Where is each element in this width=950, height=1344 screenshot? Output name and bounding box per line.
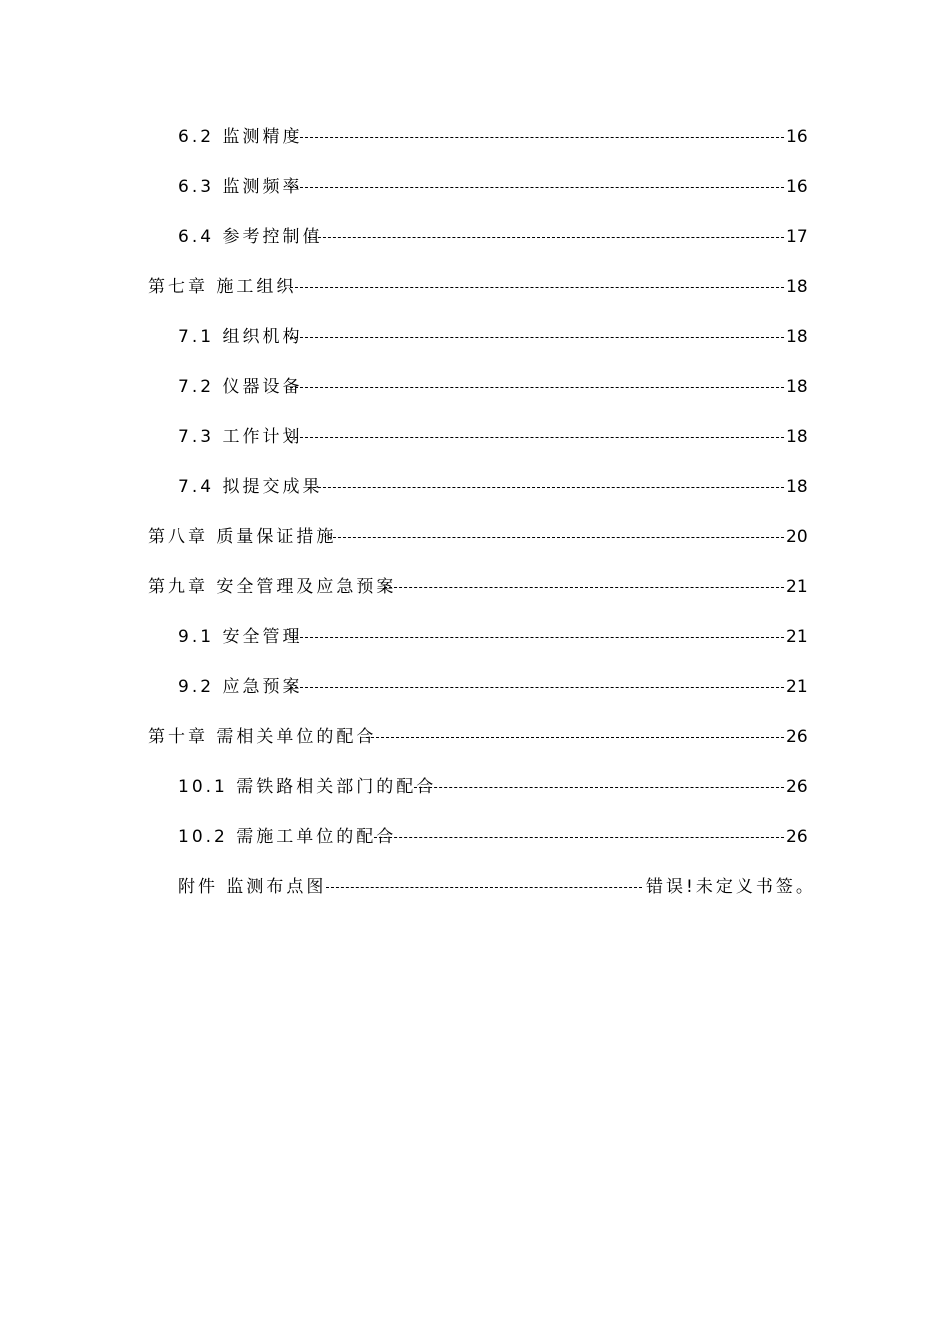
- toc-entry-number: 附件: [178, 877, 218, 897]
- toc-entry-page: 18: [786, 427, 808, 447]
- toc-entry-heading: [148, 272, 296, 302]
- toc-entry-page: 17: [786, 227, 808, 247]
- toc-entry-title: 施工组织: [216, 277, 297, 297]
- toc-dot-leader: [384, 587, 784, 588]
- toc-dot-leader: [326, 887, 642, 888]
- toc-entry-title: 仪器设备: [222, 377, 303, 397]
- toc-entry-heading: [178, 122, 302, 152]
- toc-entry[interactable]: [0, 622, 950, 652]
- toc-entry-heading: [178, 772, 436, 802]
- toc-entry-number: 7.3: [178, 427, 215, 447]
- toc-entry[interactable]: [0, 572, 950, 602]
- toc-entry-heading: [178, 222, 322, 252]
- toc-dot-leader: [290, 687, 784, 688]
- toc-entry[interactable]: [0, 872, 950, 902]
- toc-entry-page: 21: [786, 627, 808, 647]
- toc-entry-page: 错误!未定义书签。: [646, 877, 816, 897]
- toc-entry-number: 10.2: [178, 827, 228, 847]
- toc-entry-title: 拟提交成果: [222, 477, 323, 497]
- toc-dot-leader: [290, 437, 784, 438]
- toc-entry[interactable]: [0, 422, 950, 452]
- toc-entry-heading: [148, 522, 336, 552]
- toc-entry-number: 9.2: [178, 677, 215, 697]
- toc-entry-heading: [178, 472, 322, 502]
- toc-entry-title: 安全管理及应急预案: [216, 577, 397, 597]
- toc-entry-page: 21: [786, 677, 808, 697]
- toc-entry-title: 质量保证措施: [216, 527, 337, 547]
- toc-entry-page: 18: [786, 327, 808, 347]
- toc-dot-leader: [290, 637, 784, 638]
- toc-dot-leader: [290, 137, 784, 138]
- toc-entry-number: 7.1: [178, 327, 215, 347]
- toc-entry-title: 监测精度: [222, 127, 303, 147]
- toc-entry-title: 需施工单位的配合: [236, 827, 397, 847]
- toc-entry[interactable]: [0, 122, 950, 152]
- toc-entry-page: 16: [786, 177, 808, 197]
- toc-entry-title: 安全管理: [222, 627, 303, 647]
- toc-entry-page: 26: [786, 827, 808, 847]
- toc-dot-leader: [290, 387, 784, 388]
- toc-dot-leader: [290, 337, 784, 338]
- toc-dot-leader: [290, 187, 784, 188]
- toc-entry-number: 6.3: [178, 177, 215, 197]
- toc-entry[interactable]: [0, 372, 950, 402]
- toc-entry-number: 6.4: [178, 227, 215, 247]
- toc-entry-number: 7.4: [178, 477, 215, 497]
- toc-entry[interactable]: [0, 272, 950, 302]
- toc-entry[interactable]: [0, 222, 950, 252]
- toc-entry-title: 监测布点图: [226, 877, 327, 897]
- toc-entry-number: 第九章: [148, 577, 208, 597]
- toc-entry-page: 21: [786, 577, 808, 597]
- toc-entry-heading: [178, 372, 302, 402]
- toc-entry-number: 第七章: [148, 277, 208, 297]
- toc-entry-page: 20: [786, 527, 808, 547]
- toc-entry-title: 工作计划: [222, 427, 303, 447]
- toc-entry-page: 18: [786, 477, 808, 497]
- toc-entry-number: 第八章: [148, 527, 208, 547]
- toc-dot-leader: [328, 537, 784, 538]
- toc-dot-leader: [414, 787, 784, 788]
- toc-entry-page: 16: [786, 127, 808, 147]
- toc-entry-heading: [178, 822, 396, 852]
- toc-entry-number: 7.2: [178, 377, 215, 397]
- toc-entry[interactable]: [0, 672, 950, 702]
- toc-entry-page: 26: [786, 777, 808, 797]
- toc-entry[interactable]: [0, 472, 950, 502]
- toc-dot-leader: [366, 737, 784, 738]
- toc-entry-page: 26: [786, 727, 808, 747]
- toc-entry-heading: [178, 422, 302, 452]
- toc-entry-number: 第十章: [148, 727, 208, 747]
- toc-entry-title: 监测频率: [222, 177, 303, 197]
- toc-dot-leader: [308, 237, 784, 238]
- toc-entry-heading: [178, 322, 302, 352]
- toc-entry-heading: [178, 672, 302, 702]
- toc-entry[interactable]: [0, 772, 950, 802]
- toc-entry[interactable]: [0, 522, 950, 552]
- toc-entry[interactable]: [0, 322, 950, 352]
- toc-entry-page: 18: [786, 277, 808, 297]
- toc-entry-title: 参考控制值: [222, 227, 323, 247]
- toc-entry-title: 需铁路相关部门的配合: [236, 777, 437, 797]
- toc-entry-heading: [178, 622, 302, 652]
- toc-dot-leader: [308, 487, 784, 488]
- toc-entry-heading: [178, 872, 326, 902]
- toc-entry-number: 6.2: [178, 127, 215, 147]
- toc-entry[interactable]: [0, 822, 950, 852]
- toc-entry-title: 需相关单位的配合: [216, 727, 377, 747]
- toc-dot-leader: [374, 837, 784, 838]
- toc-entry[interactable]: [0, 722, 950, 752]
- toc-entry[interactable]: [0, 172, 950, 202]
- toc-entry-page: 18: [786, 377, 808, 397]
- toc-entry-heading: [148, 722, 376, 752]
- toc-entry-heading: [178, 172, 302, 202]
- toc-entry-number: 9.1: [178, 627, 215, 647]
- toc-entry-title: 组织机构: [222, 327, 303, 347]
- toc-entry-number: 10.1: [178, 777, 228, 797]
- toc-entry-heading: [148, 572, 396, 602]
- toc-entry-title: 应急预案: [222, 677, 303, 697]
- toc-dot-leader: [290, 287, 784, 288]
